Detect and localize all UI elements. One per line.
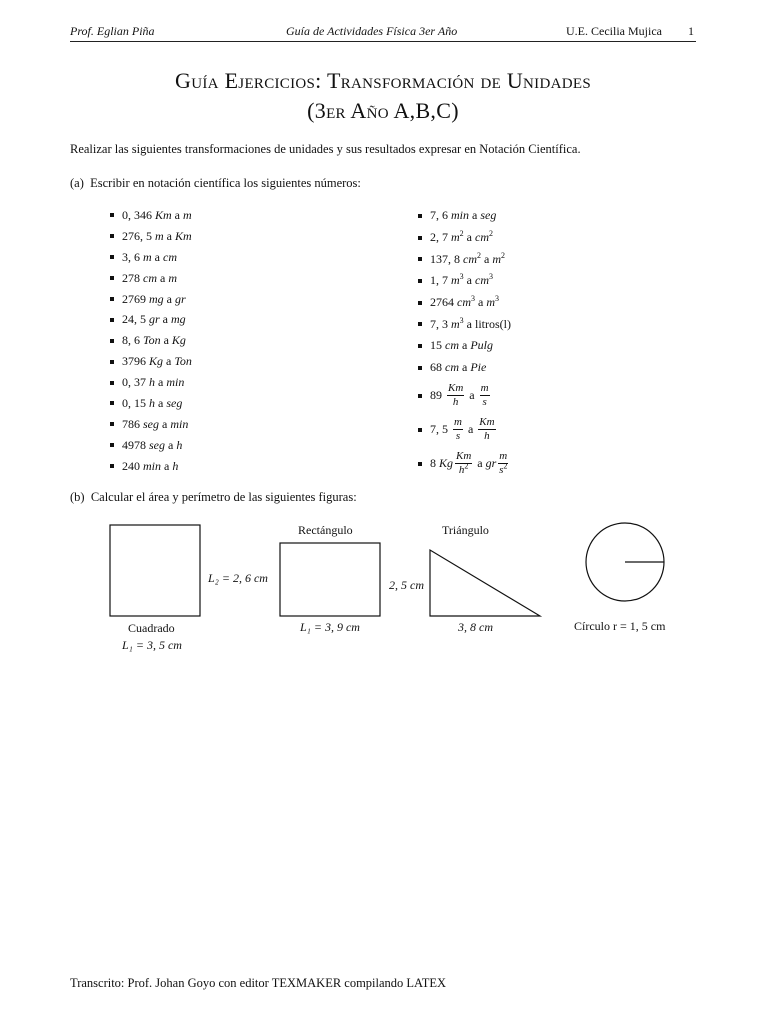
instructions: Realizar las siguientes transformaciones de unidades y sus resultados expresar en Notación Científica.	[70, 142, 581, 156]
item-to-unit-text: h	[176, 437, 183, 452]
item-to-unit-exponent: 3	[495, 294, 499, 304]
item-to-unit-text: seg	[166, 395, 183, 410]
item-to-fraction-numerator: Km	[479, 416, 495, 428]
item-connector: a	[463, 230, 475, 245]
item-from-fraction-exponent: 2	[464, 461, 469, 471]
item-from-fraction-denominator-text: s	[455, 430, 461, 442]
item-connector: a	[163, 291, 175, 306]
item-connector: a	[160, 333, 172, 348]
item-to-unit-text: cm	[163, 249, 177, 264]
item-from-unit-text: m	[451, 316, 460, 331]
item-connector: a	[464, 422, 477, 436]
item-connector: a	[157, 270, 169, 285]
item-to-fraction-exponent: 2	[503, 461, 508, 471]
item-from-unit-exponent: 2	[459, 229, 464, 239]
item-number: 137, 8	[430, 251, 463, 266]
item-number: 7, 5	[430, 422, 451, 436]
item-number: 0, 15	[122, 395, 149, 410]
item-to-unit-text: Ton	[174, 354, 192, 369]
item-from-unit-text: m	[451, 230, 460, 245]
item-to-unit-text: m	[168, 270, 177, 285]
item-number: 2, 7	[430, 230, 451, 245]
item-from-unit-text: seg	[143, 416, 159, 431]
item-number: 2769	[122, 291, 149, 306]
rectangle-name: Rectángulo	[298, 523, 353, 537]
item-to-unit-text: Pie	[470, 360, 487, 375]
item-number: 4978	[122, 437, 149, 452]
item-connector: a	[159, 416, 171, 431]
page-title: Guía Ejercicios: Transformación de Unidades	[175, 68, 591, 93]
item-connector: a	[163, 354, 175, 369]
item-connector: a	[481, 251, 493, 266]
part-b-label: (b)	[70, 490, 85, 504]
item-to-unit-text: mg	[171, 312, 186, 327]
item-number: 8, 6	[122, 333, 143, 348]
item-from-fraction-numerator: Km	[448, 382, 464, 394]
item-to-unit-text: cm	[475, 230, 489, 245]
item-to-fraction-denominator-text: s	[482, 396, 487, 408]
page-number: 1	[688, 24, 694, 38]
circle-label: Círculo r = 1, 5 cm	[574, 619, 666, 633]
item-from-fraction-denominator-text: h	[458, 464, 465, 476]
item-number: 7, 3	[430, 316, 451, 331]
item-to-unit-text: gr	[175, 291, 186, 306]
item-connector: a	[463, 316, 475, 331]
item-connector: a	[165, 437, 177, 452]
item-to-unit-text: cm	[475, 273, 489, 288]
item-number: 8	[430, 456, 439, 470]
item-connector: a	[155, 395, 167, 410]
item-from-fraction-numerator: m	[454, 416, 462, 428]
item-number: 3, 6	[122, 249, 143, 264]
item-number: 240	[122, 458, 143, 473]
item-from-unit-text: mg	[149, 291, 164, 306]
square-side-label: L₁ = 3, 5 cm	[122, 638, 182, 652]
item-number: 278	[122, 270, 143, 285]
square-name: Cuadrado	[128, 621, 175, 635]
triangle-height-label: 2, 5 cm	[389, 578, 424, 592]
item-connector: a	[469, 208, 481, 223]
item-connector: a	[161, 458, 173, 473]
item-number: 786	[122, 416, 143, 431]
item-from-unit-text: m	[155, 228, 164, 243]
item-from-unit-text: h	[149, 395, 155, 410]
item-connector: a	[459, 360, 471, 375]
item-to-unit-exponent: 3	[489, 272, 493, 282]
item-from-unit-text: seg	[149, 437, 165, 452]
item-number: 3796	[122, 354, 149, 369]
item-from-unit-exponent: 2	[477, 250, 481, 260]
item-to-unit-text: h	[172, 458, 179, 473]
triangle-shape	[430, 550, 540, 616]
item-connector: a	[466, 388, 478, 402]
item-number: 68	[430, 360, 445, 375]
footer-credit: Transcrito: Prof. Johan Goyo con editor TEXMAKER compilando LATEX	[70, 976, 447, 990]
item-from-unit-text: m	[143, 249, 152, 264]
item-from-unit-text: cm	[445, 360, 459, 375]
triangle-base-label: 3, 8 cm	[458, 620, 493, 634]
part-b-text: Calcular el área y perímetro de las siguientes figuras:	[90, 490, 357, 504]
item-connector: a	[159, 312, 171, 327]
item-from-fraction-denominator-text: h	[452, 396, 459, 408]
item-number: 2764	[430, 295, 457, 310]
item-number: 24, 5	[122, 312, 149, 327]
item-from-unit-text: h	[149, 375, 155, 390]
item-to-unit-text: Km	[175, 228, 192, 243]
header-course: Guía de Actividades Física 3er Año	[286, 24, 458, 38]
item-number: 1, 7	[430, 273, 451, 288]
rectangle-base-label: L₁ = 3, 9 cm	[300, 620, 360, 634]
item-to-fraction-numerator: m	[499, 450, 508, 462]
item-to-unit-exponent: 2	[489, 229, 493, 239]
item-number: 89	[430, 388, 445, 402]
item-to-fraction-denominator-text: s	[499, 464, 504, 476]
item-to-unit-text: m	[492, 251, 501, 266]
item-to-prefix: gr	[485, 456, 497, 470]
item-from-unit-exponent: 3	[459, 272, 464, 282]
item-from-unit-exponent: 3	[459, 315, 464, 325]
item-from-fraction-numerator: Km	[456, 450, 472, 462]
item-to-unit-text: min	[170, 416, 189, 431]
item-from-unit-text: min	[143, 458, 161, 473]
part-a-label: (a)	[70, 176, 84, 190]
item-to-fraction-denominator-text: h	[484, 430, 490, 442]
item-to-unit-exponent: 2	[501, 250, 505, 260]
item-connector: a	[459, 338, 471, 353]
part-a-text: Escribir en notación científica los siguientes números:	[90, 176, 361, 190]
item-connector: a	[171, 207, 183, 222]
item-from-unit-text: cm	[457, 295, 471, 310]
item-from-unit-text: min	[451, 208, 469, 223]
item-connector: a	[474, 456, 486, 470]
header-author: Prof. Eglian Piña	[70, 24, 155, 38]
item-number: 0, 37	[122, 375, 149, 390]
square-shape	[110, 525, 200, 616]
item-connector: a	[163, 228, 175, 243]
item-to-unit-text: Pulg	[470, 338, 493, 353]
item-connector: a	[463, 273, 475, 288]
page-subtitle: (3er Año A,B,C)	[307, 98, 459, 123]
item-to-fraction-numerator: m	[480, 382, 489, 394]
rectangle-height-label: L₂ = 2, 6 cm	[208, 571, 268, 585]
item-to-unit-text: m	[183, 207, 192, 222]
item-to-unit-text: litros(l)	[475, 316, 511, 331]
item-to-unit-text: m	[486, 295, 495, 310]
item-from-unit-text: m	[451, 273, 460, 288]
item-connector: a	[155, 375, 167, 390]
item-to-unit-text: seg	[480, 208, 497, 223]
rectangle-shape	[280, 543, 380, 616]
header-school: U.E. Cecilia Mujica	[566, 24, 662, 38]
item-number: 7, 6	[430, 208, 451, 223]
item-from-unit-text: Km	[155, 207, 172, 222]
item-to-unit-text: Kg	[171, 333, 186, 348]
item-from-prefix: Kg	[439, 456, 454, 470]
item-from-unit-text: Ton	[143, 333, 161, 348]
item-number: 15	[430, 338, 445, 353]
item-from-unit-text: Kg	[149, 354, 164, 369]
item-from-unit-exponent: 3	[471, 294, 475, 304]
item-number: 276, 5	[122, 228, 155, 243]
item-connector: a	[475, 295, 487, 310]
item-from-unit-text: cm	[445, 338, 459, 353]
item-connector: a	[151, 249, 163, 264]
item-to-unit-text: min	[166, 375, 185, 390]
item-from-unit-text: gr	[149, 312, 160, 327]
item-from-unit-text: cm	[143, 270, 157, 285]
item-from-unit-text: cm	[463, 251, 477, 266]
triangle-name: Triángulo	[442, 523, 489, 537]
item-number: 0, 346	[122, 207, 155, 222]
